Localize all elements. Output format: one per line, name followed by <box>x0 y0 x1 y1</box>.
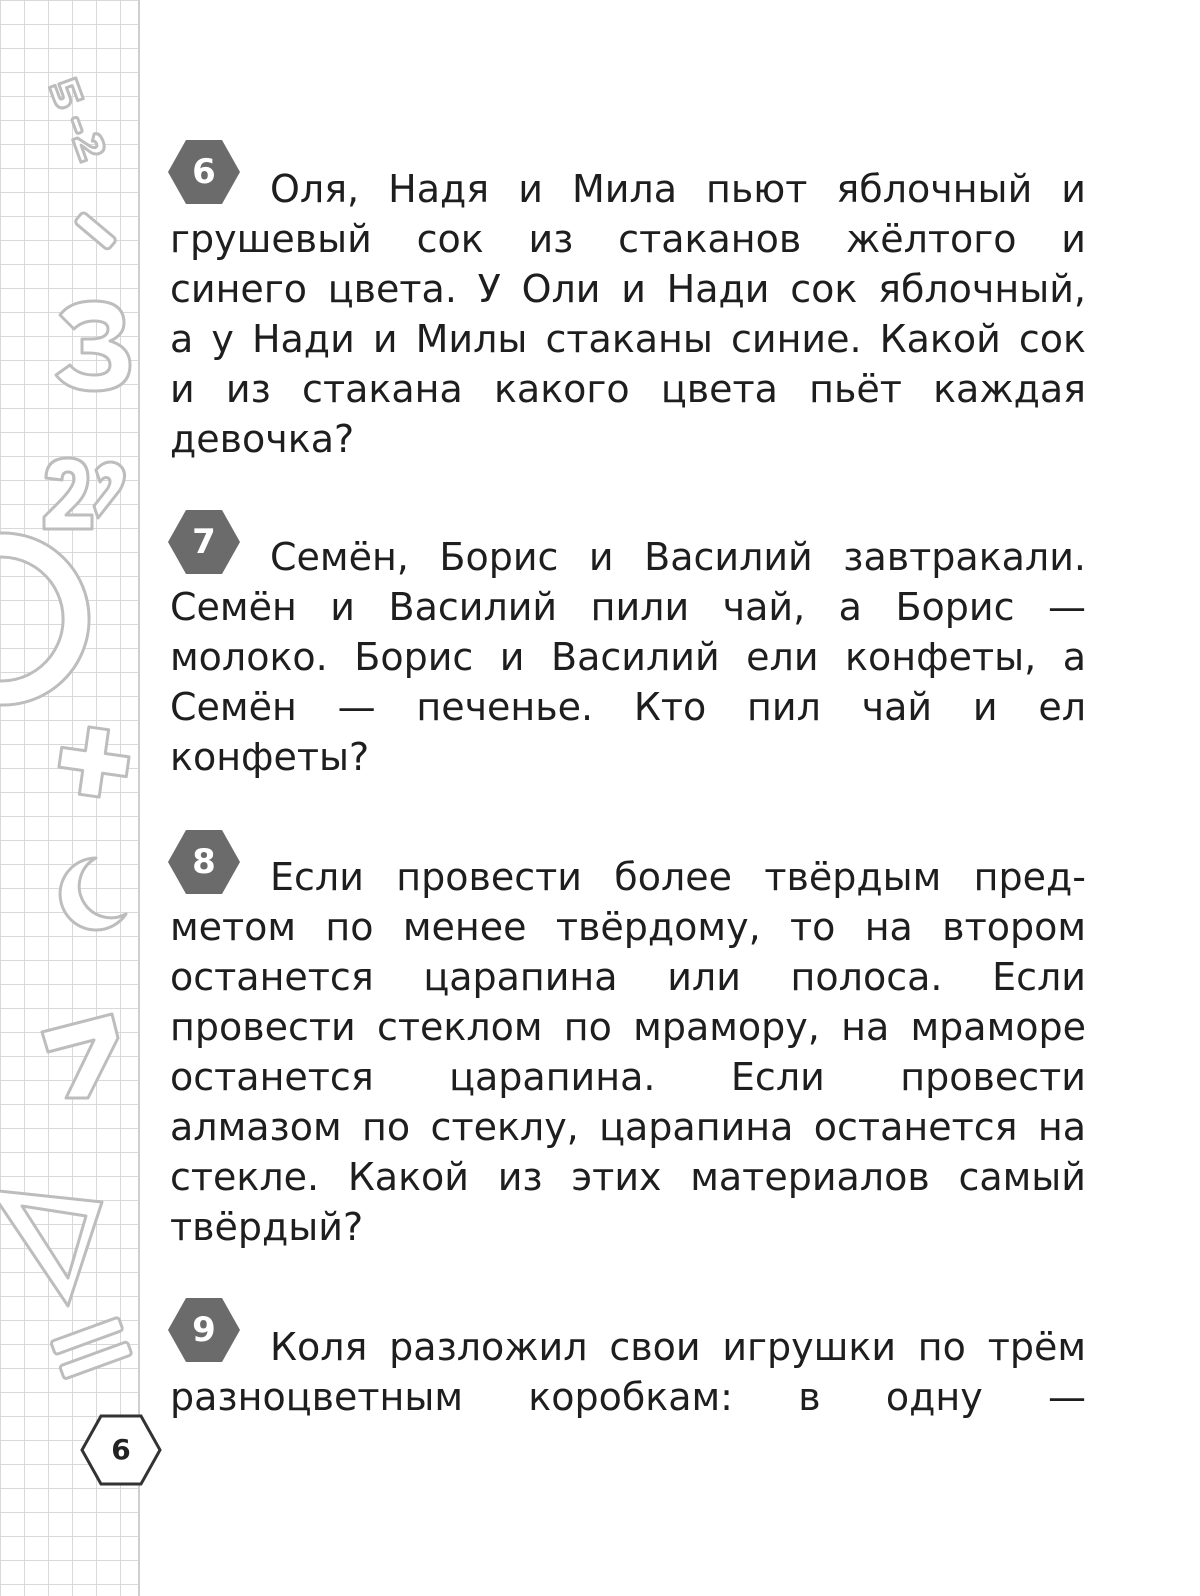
task-number: 6 <box>192 152 216 192</box>
task-text <box>170 532 1086 782</box>
task-body: Семён, Борис и Василий завтракали. Семён и Василий пили чай, а Борис — молоко. Борис и Василий ели конфеты, а Семён — печенье. Кто пил чай и ел конфеты? <box>170 535 1086 779</box>
math-expression-glyph <box>49 77 107 164</box>
triangle-shape <box>0 1190 102 1306</box>
crescent-shape <box>60 858 126 930</box>
task-number: 8 <box>192 842 216 882</box>
task-number: 9 <box>192 1310 216 1350</box>
task-body: Оля, Надя и Мила пьют яблочный и грушевый сок из стаканов жёлтого и синего цвета. У Оли и Нади сок яблочный, а у Нади и Милы стаканы синие. Какой сок и из стакана какого цвета пьёт каждая девочка? <box>170 167 1086 461</box>
page-number-badge <box>80 1414 162 1486</box>
digit-two-glyph <box>44 458 125 529</box>
task-number: 7 <box>192 522 216 562</box>
digit-seven-glyph <box>42 1014 118 1098</box>
task-text <box>170 164 1086 464</box>
plus-glyph <box>56 724 133 801</box>
sidebar-decorations <box>0 0 140 1596</box>
task-body: Коля разложил свои игрушки по трём разноцветным коробкам: в одну — <box>170 1325 1086 1419</box>
page-number: 6 <box>111 1433 131 1466</box>
equals-glyph <box>51 1317 132 1379</box>
task-text <box>170 1322 1086 1422</box>
task-body: Если провести более твёрдым предметом по менее твёрдому, то на втором останется царапина или полоса. Если провести стеклом по мрамору, на мраморе останется царапина. Если провести алмазом по стеклу, царапина останется на стекле. Какой из этих материалов самый твёрдый? <box>170 855 1086 1249</box>
task-text <box>170 852 1086 1252</box>
circle-shape <box>0 533 89 705</box>
digit-three-glyph <box>56 301 130 391</box>
minus-glyph <box>74 211 117 250</box>
